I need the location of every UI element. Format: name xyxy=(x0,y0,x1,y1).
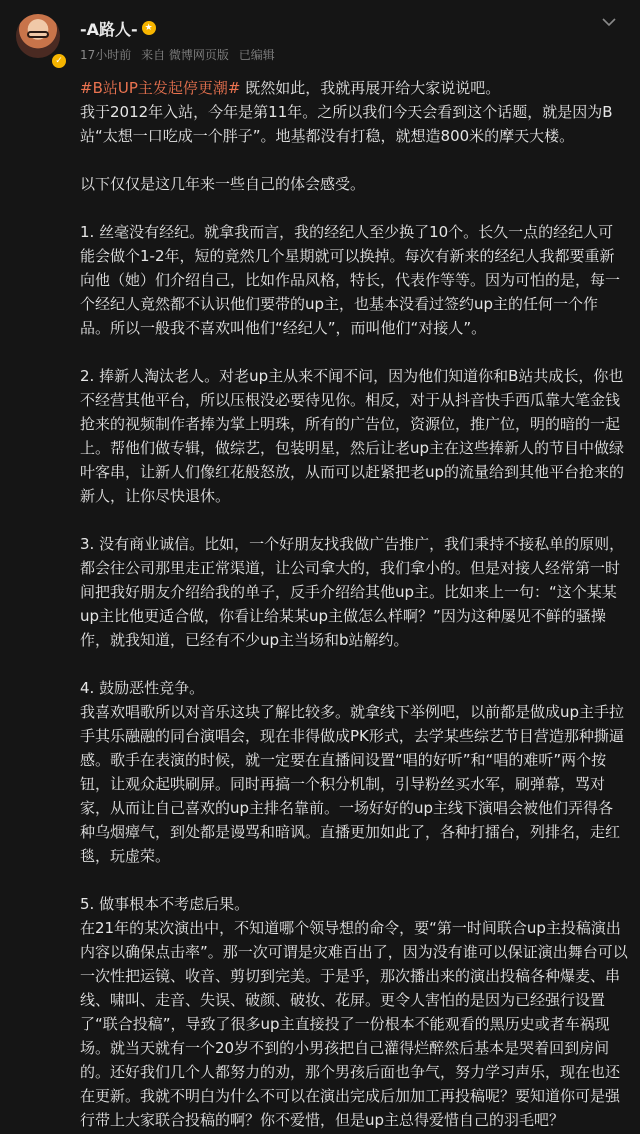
post-paragraph: 1. 丝毫没有经纪。就拿我而言，我的经纪人至少换了10个。长久一点的经纪人可能会做个1-2年，短的竟然几个星期就可以换掉。每次有新来的经纪人我都要重新向他（她）们介绍自己，比如作品风格，特长，代表作等等。因为可怕的是，每一个经纪人竟然都不认识他们要带的up主，也基本没看过签约up主的任何一个作品。所以一般我不喜欢叫他们“经纪人”，而叫他们“对接人”。 xyxy=(80,223,621,337)
post-paragraph: 4. 鼓励恶性竞争。 我喜欢唱歌所以对音乐这块了解比较多。就拿线下举例吧，以前都是做成up主手拉手其乐融融的同台演唱会，现在非得做成PK形式，去学某些综艺节目营造那种撕逼感。歌手在表演的时候，就一定要在直播间设置“唱的好听”和“唱的难听”两个按钮，让观众起哄刷屏。同时再搞一个积分机制，引导粉丝买水军，刷弹幕，骂对家，从而让自己喜欢的up主排名靠前。一场好好的up主线下演唱会被他们弄得各种乌烟瘴气，到处都是谩骂和暗讽。直播更加如此了，各种打擂台，列排名，走红毯，玩虚荣。 xyxy=(80,679,625,865)
username-row xyxy=(80,16,156,40)
intro-text: 既然如此，我就再展开给大家说说吧。 xyxy=(240,79,501,97)
post-paragraph: 我于2012年入站，今年是第11年。之所以我们今天会看到这个话题，就是因为B站“太想一口吃成一个胖子”。地基都没有打稳，就想造800米的摩天大楼。 xyxy=(80,103,613,145)
avatar-glasses xyxy=(27,31,49,38)
verified-badge-icon: ✓ xyxy=(50,52,68,70)
post-content xyxy=(80,76,628,1132)
post-intro xyxy=(80,76,628,100)
avatar[interactable] xyxy=(16,14,60,58)
post-source: 来自 微博网页版 xyxy=(141,48,229,62)
username[interactable]: -A路人- xyxy=(80,19,138,39)
post-paragraph: 3. 没有商业诚信。比如，一个好朋友找我做广告推广，我们秉持不接私单的原则，都会往公司那里走正常渠道，让公司拿大的，我们拿小的。但是对接人经常第一时间把我好朋友介绍给我的单子，反手介绍给其他up主。比如来上一句：“这个某某up主比他更适合做，你看让给某某up主做怎么样啊？”因为这种屡见不鲜的骚操作，就我知道，已经有不少up主当场和b站解约。 xyxy=(80,535,625,649)
post-paragraph: 以下仅仅是这几年来一些自己的体会感受。 xyxy=(80,175,366,193)
post-header xyxy=(0,0,640,72)
post-edited[interactable]: 已编辑 xyxy=(238,48,275,62)
post-meta xyxy=(80,46,275,63)
post-paragraph: 5. 做事根本不考虑后果。 在21年的某次演出中，不知道哪个领导想的命令，要“第一时间联合up主投稿演出内容以确保点击率”。那一次可谓是灾难百出了，因为没有谁可以保证演出舞台可以一次性把运镜、收音、剪切到完美。于是乎，那次播出来的演出投稿各种爆麦、串线、啸叫、走音、失误、破颜、破妆、花屏。更令人害怕的是因为已经强行设置了“联合投稿”，导致了很多up主直接投了一份根本不能观看的黑历史或者车祸现场。就当天就有一个20岁不到的小男孩把自己灌得烂醉然后基本是哭着回到房间的。还好我们几个人都努力的劝，那个男孩后面也争气，努力学习声乐，现在也还在更新。我就不明白为什么不可以在演出完成后加加工再投稿呢？要知道你可是强行带上大家联合投稿的啊？你不爱惜，但是up主总得爱惜自己的羽毛吧？ xyxy=(80,895,628,1129)
hashtag-link[interactable]: #B站UP主发起停更潮# xyxy=(80,79,241,97)
vip-badge-icon[interactable]: ★ xyxy=(142,21,156,35)
post-time[interactable]: 17小时前 xyxy=(80,48,132,62)
chevron-down-icon[interactable] xyxy=(600,16,618,30)
post-paragraph: 2. 捧新人淘汰老人。对老up主从来不闻不问，因为他们知道你和B站共成长，你也不经营其他平台，所以压根没必要待见你。相反，对于从抖音快手西瓜靠大笔金钱抢来的视频制作者捧为掌上明珠，所有的广告位，资源位，推广位，明的暗的一起上。帮他们做专辑，做综艺，包装明星，然后让老up主在这些捧新人的节目中做绿叶客串，让新人们像红花般怒放，从而可以赶紧把老up的流量给到其他平台抢来的新人，让你尽快退休。 xyxy=(80,367,625,505)
